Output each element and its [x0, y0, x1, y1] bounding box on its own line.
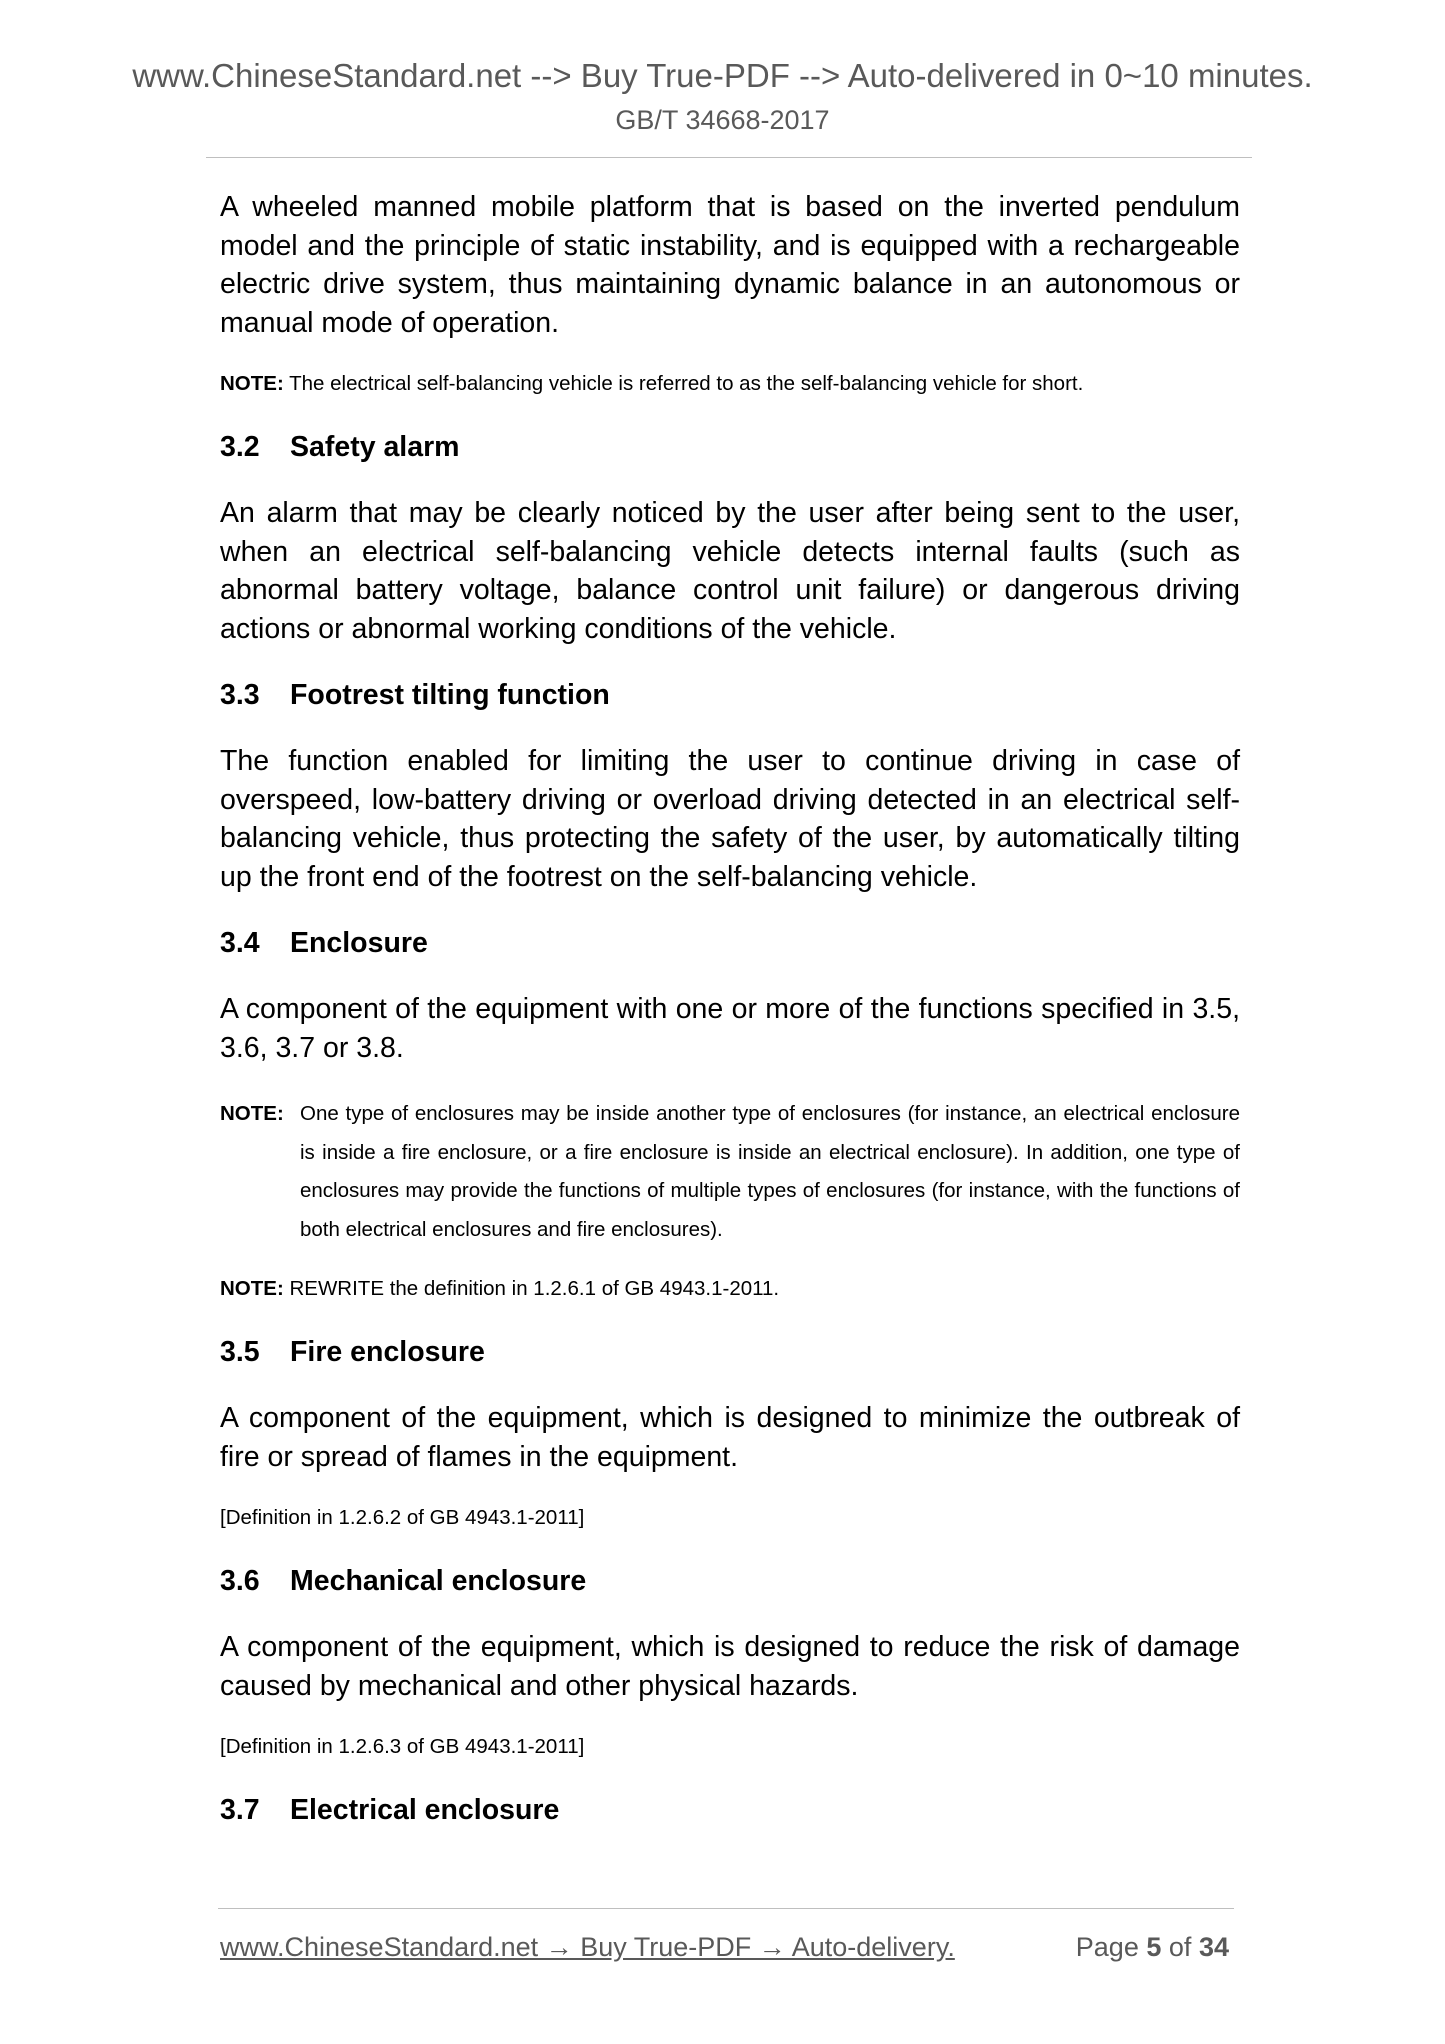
- section-number: 3.4: [220, 927, 260, 959]
- intro-paragraph: A wheeled manned mobile platform that is based on the inverted pendulum model and the principle of static instability, and is equipped with a rechargeable electric drive system, thus maintaining dynamic balance in an autonomous or manual mode of operation.: [220, 191, 1240, 339]
- note-rewrite: [220, 1275, 1240, 1303]
- page-of: of: [1168, 1932, 1192, 1962]
- page-number: [1076, 1930, 1229, 1964]
- note-label: NOTE:: [220, 372, 284, 395]
- section-heading-3-3: [220, 676, 1240, 714]
- footer-divider: [218, 1908, 1234, 1909]
- document-body: [220, 188, 1240, 1857]
- header-divider: [206, 157, 1252, 158]
- note-enclosure-types: [220, 1095, 1240, 1249]
- header-banner: www.ChineseStandard.net --> Buy True-PDF --> Auto-delivered in 0~10 minutes.: [132, 57, 1313, 94]
- definition-reference: [Definition in 1.2.6.2 of GB 4943.1-2011]: [220, 1506, 585, 1529]
- section-number: 3.6: [220, 1565, 260, 1597]
- section-paragraph-3-5: A component of the equipment, which is designed to minimize the outbreak of fire or spread of flames in the equipment.: [220, 1402, 1240, 1473]
- section-heading-3-6: [220, 1562, 1240, 1600]
- section-number: 3.7: [220, 1794, 260, 1826]
- footer-link[interactable]: www.ChineseStandard.net → Buy True-PDF → Auto-delivery.: [220, 1932, 955, 1962]
- section-title: Safety alarm: [290, 431, 460, 463]
- note-label: NOTE:: [220, 1102, 284, 1125]
- section-paragraph-3-2: An alarm that may be clearly noticed by the user after being sent to the user, when an electrical self-balancing vehicle detects internal faults (such as abnormal battery voltage, balance control unit failure) or dangerous driving actions or abnormal working conditions of the vehicle.: [220, 497, 1240, 645]
- section-number: 3.2: [220, 431, 260, 463]
- section-heading-3-7: [220, 1791, 1240, 1829]
- page-label: Page: [1075, 1932, 1139, 1962]
- note-text: REWRITE the definition in 1.2.6.1 of GB 4943.1-2011.: [289, 1277, 780, 1300]
- section-title: Footrest tilting function: [290, 679, 610, 711]
- section-heading-3-4: [220, 924, 1240, 962]
- note-label: NOTE:: [220, 1277, 284, 1300]
- section-title: Enclosure: [290, 927, 428, 959]
- section-title: Mechanical enclosure: [290, 1565, 587, 1597]
- standard-code: GB/T 34668-2017: [615, 105, 830, 135]
- section-title: Electrical enclosure: [290, 1794, 560, 1826]
- note-text: The electrical self-balancing vehicle is referred to as the self-balancing vehicle for short.: [289, 372, 1084, 395]
- section-paragraph-3-3: The function enabled for limiting the user to continue driving in case of overspeed, low-battery driving or overload driving detected in an electrical self-balancing vehicle, thus protecting the safety of the user, by automatically tilting up the front end of the footrest on the self-balancing vehicle.: [220, 745, 1240, 893]
- section-paragraph-3-4: A component of the equipment with one or more of the functions specified in 3.5, 3.6, 3.7 or 3.8.: [220, 993, 1240, 1064]
- page-current: 5: [1146, 1932, 1162, 1962]
- page-total: 34: [1198, 1932, 1229, 1962]
- section-paragraph-3-6: A component of the equipment, which is designed to reduce the risk of damage caused by mechanical and other physical hazards.: [220, 1631, 1240, 1702]
- section-heading-3-5: [220, 1333, 1240, 1371]
- section-title: Fire enclosure: [290, 1336, 485, 1368]
- definition-reference: [Definition in 1.2.6.3 of GB 4943.1-2011]: [220, 1735, 585, 1758]
- note-self-balancing: [220, 370, 1240, 398]
- note-text: One type of enclosures may be inside another type of enclosures (for instance, an electrical enclosure is inside a fire enclosure, or a fire enclosure is inside an electrical enclosure). In addition, one type of enclosures may provide the functions of multiple types of enclosures (for instance, with the functions of both electrical enclosures and fire enclosures).: [300, 1102, 1240, 1241]
- section-number: 3.5: [220, 1336, 260, 1368]
- section-heading-3-2: [220, 428, 1240, 466]
- section-number: 3.3: [220, 679, 260, 711]
